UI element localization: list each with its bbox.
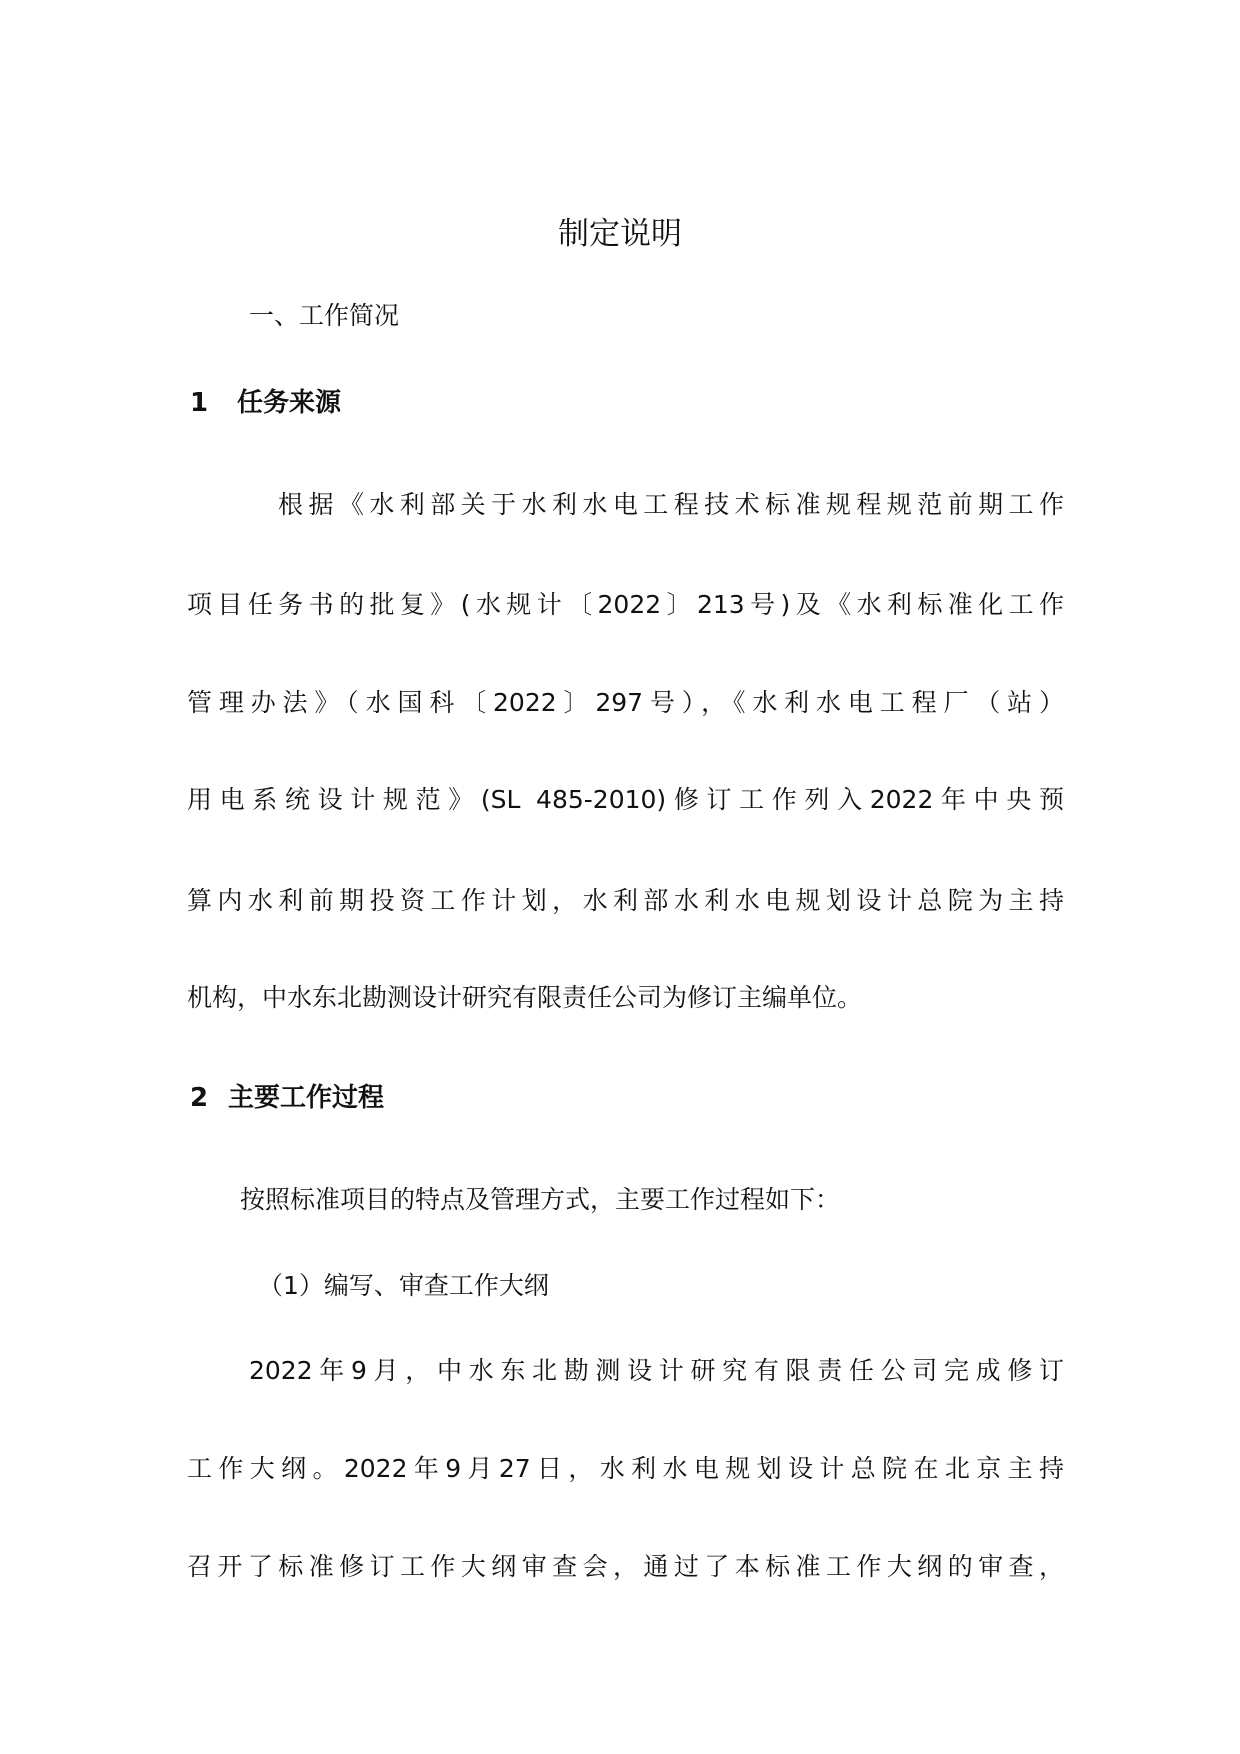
paragraph-line: 根据《水利部关于水利水电工程技术标准规程规范前期工作 — [278, 490, 1064, 519]
paragraph-line: 召开了标准修订工作大纲审查会，通过了本标准工作大纲的审查， — [187, 1552, 1064, 1581]
paragraph-line: 2022年9月，中水东北勘测设计研究有限责任公司完成修订 — [249, 1356, 1064, 1385]
paragraph-line: 用电系统设计规范》(SL 485-2010)修订工作列入2022年中央预 — [187, 785, 1064, 814]
paragraph-line: 管理办法》（水国科〔2022〕297号），《水利水电工程厂（站） — [187, 688, 1064, 717]
intro-line: 按照标准项目的特点及管理方式，主要工作过程如下： — [240, 1185, 841, 1214]
heading-1-number: 1 — [190, 388, 209, 418]
heading-2-number: 2 — [190, 1083, 209, 1113]
paragraph-line: 机构，中水东北勘测设计研究有限责任公司为修订主编单位。 — [187, 983, 863, 1012]
step-heading: （1）编写、审查工作大纲 — [258, 1271, 549, 1300]
heading-1-text: 任务来源 — [237, 388, 342, 418]
document-title: 制定说明 — [558, 216, 682, 252]
heading-2-text: 主要工作过程 — [228, 1083, 385, 1113]
paragraph-line: 工作大纲。2022年9月27日，水利水电规划设计总院在北京主持 — [187, 1454, 1064, 1483]
paragraph-line: 项目任务书的批复》(水规计〔2022〕213号)及《水利标准化工作 — [187, 590, 1064, 619]
paragraph-line: 算内水利前期投资工作计划，水利部水利水电规划设计总院为主持 — [187, 886, 1064, 915]
section-heading: 一、工作简况 — [249, 301, 400, 330]
